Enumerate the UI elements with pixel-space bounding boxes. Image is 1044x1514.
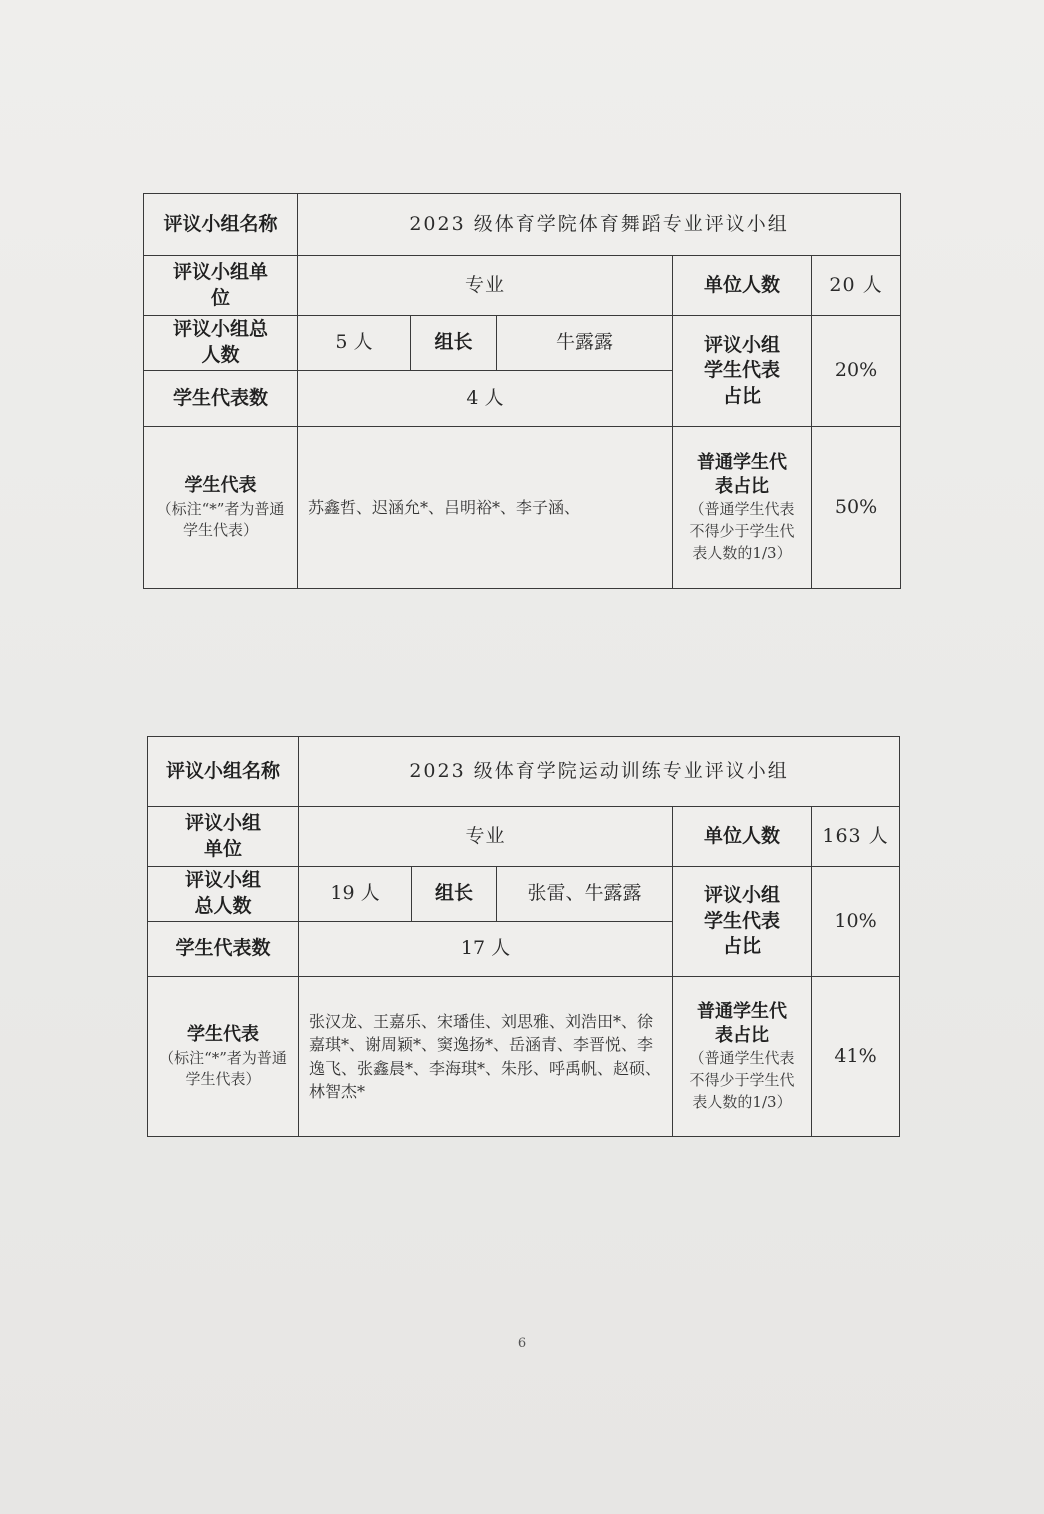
rep-count: 17 人 [299,922,673,977]
reps-label: 学生代表 [187,1023,259,1045]
leader: 张雷、牛露露 [497,867,673,922]
leader-label: 组长 [411,316,497,371]
leader-label: 组长 [412,867,497,922]
reps-label-cell [148,977,299,1137]
group-name: 2023 级体育学院运动训练专业评议小组 [299,737,900,807]
rep-count-label: 学生代表数 [148,922,299,977]
unit-count-label: 单位人数 [673,256,812,316]
ordinary-ratio-label: 普通学生代表占比 [697,451,787,497]
ordinary-label-cell [673,977,812,1137]
group-total-label: 评议小组总人数 [148,867,299,922]
group-total: 5 人 [298,316,411,371]
reps-list: 苏鑫哲、迟涵允*、吕明裕*、李子涵、 [298,427,673,589]
reps-label: 学生代表 [184,474,257,496]
reps-note: （标注“*”者为普通学生代表） [156,499,285,540]
reps-list: 张汉龙、王嘉乐、宋璠佳、刘思雅、刘浩田*、徐嘉琪*、谢周颖*、窦逸扬*、岳涵青、李晋悦、李逸飞、张鑫晨*、李海琪*、朱彤、呼禹帆、赵硕、林智杰* [299,977,673,1137]
reps-note: （标注“*”者为普通学生代表） [159,1048,287,1089]
review-group-table-training [147,736,900,1137]
group-unit: 专业 [299,807,673,867]
group-total-label: 评议小组总人数 [144,316,298,371]
ordinary-ratio-label: 普通学生代表占比 [697,1000,787,1046]
group-name-label: 评议小组名称 [148,737,299,807]
review-group-table-dance [143,193,901,589]
rep-count-label: 学生代表数 [144,371,298,427]
ordinary-note: （普通学生代表不得少于学生代表人数的1/3） [689,500,795,562]
group-total: 19 人 [299,867,412,922]
rep-ratio-label: 评议小组学生代表占比 [673,316,812,427]
ordinary-ratio: 50% [812,427,901,589]
unit-count-label: 单位人数 [673,807,812,867]
group-name: 2023 级体育学院体育舞蹈专业评议小组 [298,194,901,256]
unit-count: 163 人 [812,807,900,867]
ordinary-label-cell [673,427,812,589]
group-unit-label: 评议小组单位 [144,256,298,316]
group-unit-label: 评议小组单位 [148,807,299,867]
group-name-label: 评议小组名称 [144,194,298,256]
reps-label-cell [144,427,298,589]
leader: 牛露露 [497,316,673,371]
page-number: 6 [517,1336,527,1351]
group-unit: 专业 [298,256,673,316]
rep-ratio: 10% [812,867,900,977]
rep-ratio-label: 评议小组学生代表占比 [673,867,812,977]
ordinary-ratio: 41% [812,977,900,1137]
ordinary-note: （普通学生代表不得少于学生代表人数的1/3） [689,1049,795,1111]
rep-ratio: 20% [812,316,901,427]
rep-count: 4 人 [298,371,673,427]
unit-count: 20 人 [812,256,901,316]
